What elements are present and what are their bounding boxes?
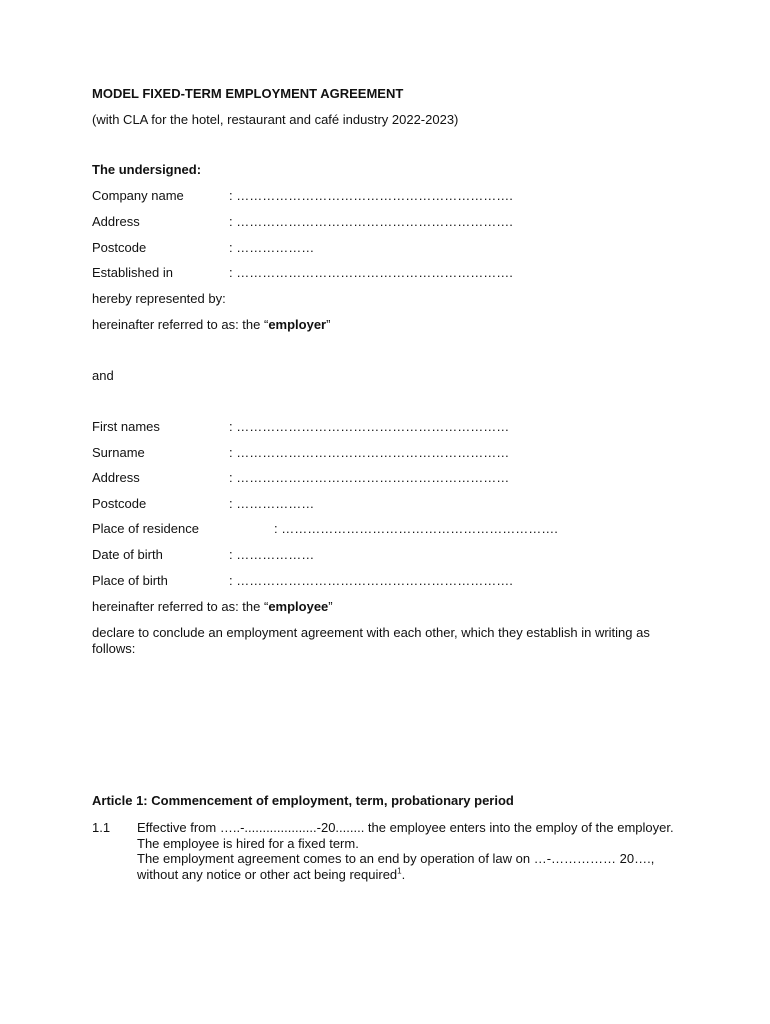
field-employer-address bbox=[92, 214, 140, 230]
field-company-name bbox=[92, 188, 184, 204]
field-value-dots: : ………………………………………………………. bbox=[229, 265, 513, 280]
employer-ref-prefix: hereinafter referred to as: the “ bbox=[92, 317, 269, 332]
document-title: MODEL FIXED-TERM EMPLOYMENT AGREEMENT bbox=[92, 86, 404, 101]
field-place-of-birth bbox=[92, 573, 168, 589]
field-value-dots: : ……………… bbox=[229, 496, 315, 511]
clause-number: 1.1 bbox=[92, 820, 111, 835]
clause-line-end-period: . bbox=[401, 866, 406, 882]
field-place-of-residence bbox=[92, 521, 199, 537]
field-label: Address bbox=[92, 214, 140, 229]
clause-line-fixed-term: The employee is hired for a fixed term. bbox=[137, 835, 359, 851]
field-value-dots: : ……………………………………………………… bbox=[229, 445, 510, 460]
employee-ref-term: employee bbox=[268, 599, 329, 614]
field-date-of-birth bbox=[92, 547, 163, 563]
field-label: Place of birth bbox=[92, 573, 168, 588]
clause-line-end bbox=[137, 851, 682, 882]
field-label: Place of residence bbox=[92, 521, 199, 536]
employee-ref-prefix: hereinafter referred to as: the “ bbox=[92, 599, 269, 614]
field-label: Surname bbox=[92, 445, 145, 460]
employer-ref-term: employer bbox=[268, 317, 327, 332]
field-value-dots: : ………………………………………………………. bbox=[274, 521, 558, 536]
field-label: Company name bbox=[92, 188, 184, 203]
field-label: Postcode bbox=[92, 240, 147, 255]
field-value-dots: : ………………………………………………………. bbox=[229, 573, 513, 588]
field-value-dots: : ……………………………………………………… bbox=[229, 470, 510, 485]
field-employer-postcode bbox=[92, 240, 146, 256]
field-surname bbox=[92, 445, 145, 461]
field-value-dots: : ……………… bbox=[229, 240, 315, 255]
clause-line-commencement: Effective from …..-....................-20........ the employee enters into the employ of the employer. bbox=[137, 820, 674, 835]
field-first-names bbox=[92, 419, 160, 435]
represented-by: hereby represented by: bbox=[92, 291, 226, 306]
field-label: Address bbox=[92, 470, 140, 485]
article-1-heading: Article 1: Commencement of employment, term, probationary period bbox=[92, 793, 514, 808]
field-employee-postcode bbox=[92, 496, 146, 512]
clause-1-1-text bbox=[137, 820, 682, 882]
field-label: First names bbox=[92, 419, 160, 434]
field-value-dots: : ………………………………………………………. bbox=[229, 214, 513, 229]
undersigned-heading: The undersigned: bbox=[92, 162, 202, 177]
employee-ref-suffix: ” bbox=[328, 599, 333, 614]
document-subtitle: (with CLA for the hotel, restaurant and café industry 2022-2023) bbox=[92, 112, 459, 127]
field-label: Established in bbox=[92, 265, 173, 280]
field-established-in bbox=[92, 265, 173, 281]
field-value-dots: : ……………………………………………………… bbox=[229, 419, 510, 434]
field-label: Date of birth bbox=[92, 547, 163, 562]
employee-reference bbox=[92, 599, 333, 615]
field-employee-address bbox=[92, 470, 140, 486]
employer-reference bbox=[92, 317, 330, 333]
employer-ref-suffix: ” bbox=[326, 317, 331, 332]
footnote-mark[interactable]: 1 bbox=[397, 866, 402, 876]
declaration-paragraph: declare to conclude an employment agreement with each other, which they establish in writing as follows: bbox=[92, 625, 650, 656]
field-label: Postcode bbox=[92, 496, 147, 511]
field-value-dots: : ………………………………………………………. bbox=[229, 188, 513, 203]
and-text: and bbox=[92, 368, 114, 383]
field-value-dots: : ……………… bbox=[229, 547, 315, 562]
clause-line-end-text: The employment agreement comes to an end by operation of law on …-…………… 20…., without any notice or other act being required bbox=[137, 851, 655, 882]
